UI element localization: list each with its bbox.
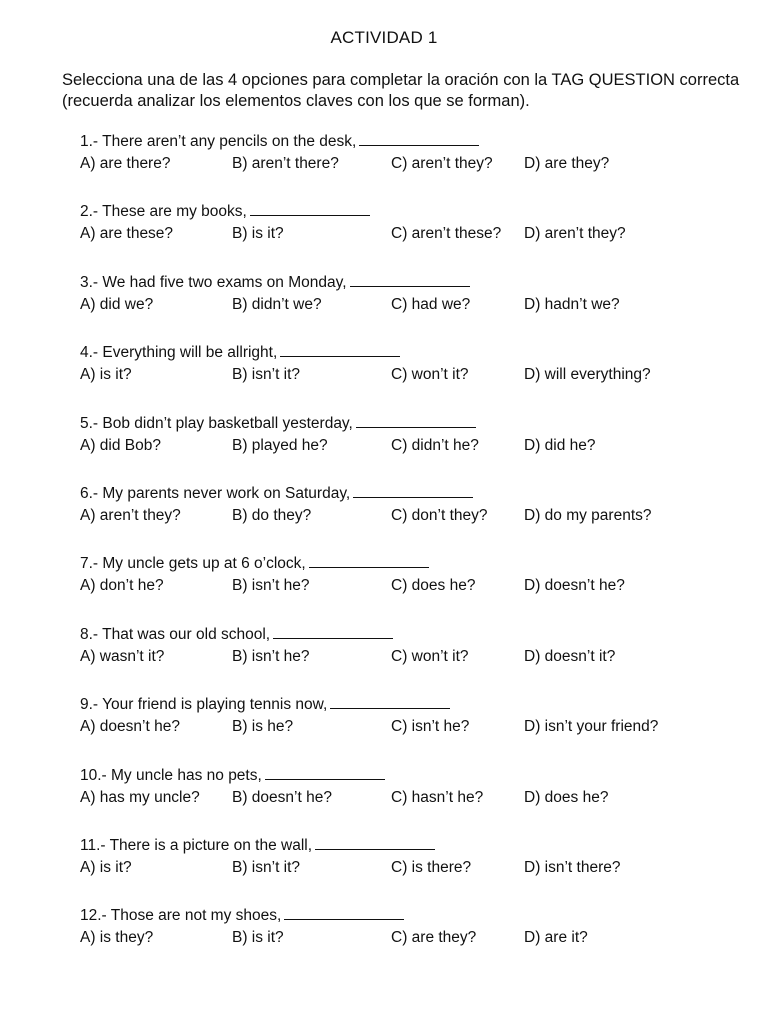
question-line: [80, 905, 740, 927]
question-text: 9.- Your friend is playing tennis now,: [80, 696, 328, 714]
option-c[interactable]: C) does he?: [391, 577, 476, 595]
question-line: [80, 483, 740, 505]
option-b[interactable]: B) doesn’t he?: [232, 788, 332, 806]
question-item-12: [80, 905, 740, 975]
question-item-3: [80, 272, 740, 342]
option-c[interactable]: C) won’t it?: [391, 647, 469, 665]
option-a[interactable]: A) is they?: [80, 929, 154, 947]
option-c[interactable]: C) aren’t they?: [391, 155, 493, 172]
question-line: [80, 342, 740, 364]
option-b[interactable]: B) do they?: [232, 506, 312, 524]
question-item-4: [80, 342, 740, 412]
option-c[interactable]: C) are they?: [391, 929, 477, 947]
question-item-1: [80, 131, 740, 201]
question-item-5: [80, 413, 740, 483]
answer-blank[interactable]: [309, 553, 429, 568]
question-item-2: [80, 201, 740, 271]
option-d[interactable]: D) does he?: [524, 788, 609, 806]
option-a[interactable]: A) is it?: [80, 858, 132, 876]
option-b[interactable]: B) isn’t it?: [232, 858, 301, 876]
option-a[interactable]: A) aren’t they?: [80, 506, 181, 524]
question-text: 8.- That was our old school,: [80, 625, 271, 643]
option-d[interactable]: D) isn’t there?: [524, 858, 621, 876]
option-c[interactable]: C) is there?: [391, 858, 472, 876]
question-line: [80, 694, 740, 716]
option-c[interactable]: C) didn’t he?: [391, 436, 479, 454]
answer-blank[interactable]: [284, 905, 404, 920]
question-item-9: [80, 694, 740, 764]
option-a[interactable]: A) don’t he?: [80, 577, 164, 595]
answer-blank[interactable]: [280, 342, 400, 357]
option-d[interactable]: D) are it?: [524, 929, 588, 947]
option-d[interactable]: D) aren’t they?: [524, 225, 626, 243]
question-item-6: [80, 483, 740, 553]
question-text: 1.- There aren’t any pencils on the desk,: [80, 133, 357, 150]
options-row: [80, 927, 740, 949]
option-b[interactable]: B) is it?: [232, 225, 284, 243]
options-row: [80, 575, 740, 597]
question-item-10: [80, 765, 740, 835]
option-a[interactable]: A) did we?: [80, 295, 154, 313]
option-c[interactable]: C) had we?: [391, 295, 471, 313]
question-text: 11.- There is a picture on the wall,: [80, 836, 313, 854]
option-d[interactable]: D) hadn’t we?: [524, 295, 620, 313]
option-a[interactable]: A) is it?: [80, 366, 132, 384]
option-a[interactable]: A) wasn’t it?: [80, 647, 165, 665]
option-c[interactable]: C) don’t they?: [391, 506, 488, 524]
question-line: [80, 765, 740, 787]
question-line: [80, 201, 740, 223]
question-text: 7.- My uncle gets up at 6 o’clock,: [80, 555, 306, 573]
question-item-7: [80, 553, 740, 623]
option-b[interactable]: B) aren’t there?: [232, 155, 339, 172]
option-d[interactable]: D) do my parents?: [524, 506, 652, 524]
question-line: [80, 624, 740, 646]
option-d[interactable]: D) doesn’t it?: [524, 647, 616, 665]
option-b[interactable]: B) played he?: [232, 436, 328, 454]
option-c[interactable]: C) isn’t he?: [391, 718, 470, 736]
question-line: [80, 553, 740, 575]
option-b[interactable]: B) didn’t we?: [232, 295, 322, 313]
options-row: [80, 223, 740, 245]
answer-blank[interactable]: [356, 413, 476, 428]
option-b[interactable]: B) is it?: [232, 929, 284, 947]
instructions-paragraph: Selecciona una de las 4 opciones para completar la oración con la TAG QUESTION correcta (recuerda analizar los elementos claves con los que se forman).: [62, 71, 740, 110]
options-row: [80, 857, 740, 879]
question-item-8: [80, 624, 740, 694]
options-row: [80, 646, 740, 668]
option-d[interactable]: D) doesn’t he?: [524, 577, 625, 595]
answer-blank[interactable]: [250, 201, 370, 216]
options-row: [80, 435, 740, 457]
options-row: [80, 294, 740, 316]
question-text: 6.- My parents never work on Saturday,: [80, 484, 351, 502]
question-line: [80, 413, 740, 435]
option-d[interactable]: D) will everything?: [524, 366, 651, 384]
option-b[interactable]: B) isn’t he?: [232, 577, 310, 595]
question-text: 5.- Bob didn’t play basketball yesterday,: [80, 414, 353, 432]
question-text: 4.- Everything will be allright,: [80, 344, 278, 362]
option-a[interactable]: A) doesn’t he?: [80, 718, 180, 736]
option-d[interactable]: D) isn’t your friend?: [524, 718, 659, 736]
question-text: 2.- These are my books,: [80, 203, 247, 221]
question-text: 10.- My uncle has no pets,: [80, 766, 262, 784]
option-b[interactable]: B) is he?: [232, 718, 294, 736]
option-a[interactable]: A) are these?: [80, 225, 174, 243]
question-text: 12.- Those are not my shoes,: [80, 907, 282, 925]
options-row: [80, 716, 740, 738]
question-line: [80, 272, 740, 294]
answer-blank[interactable]: [273, 624, 393, 639]
option-b[interactable]: B) isn’t it?: [232, 366, 301, 384]
option-a[interactable]: A) did Bob?: [80, 436, 161, 454]
options-row: [80, 787, 740, 809]
question-line: [80, 835, 740, 857]
answer-blank[interactable]: [350, 272, 470, 287]
option-d[interactable]: D) did he?: [524, 436, 596, 454]
question-item-11: [80, 835, 740, 905]
option-c[interactable]: C) aren’t these?: [391, 225, 502, 243]
options-row: [80, 153, 740, 175]
questions-list: [80, 131, 740, 976]
question-text: 3.- We had five two exams on Monday,: [80, 273, 347, 291]
options-row: [80, 364, 740, 386]
option-c[interactable]: C) hasn’t he?: [391, 788, 484, 806]
answer-blank[interactable]: [265, 765, 385, 780]
question-line: [80, 131, 740, 153]
option-d[interactable]: D) are they?: [524, 155, 610, 172]
page-title: ACTIVIDAD 1: [330, 28, 438, 47]
option-a[interactable]: A) are there?: [80, 155, 171, 172]
option-c[interactable]: C) won’t it?: [391, 366, 469, 384]
answer-blank[interactable]: [315, 835, 435, 850]
answer-blank[interactable]: [353, 483, 473, 498]
option-a[interactable]: A) has my uncle?: [80, 788, 200, 806]
option-b[interactable]: B) isn’t he?: [232, 647, 310, 665]
options-row: [80, 505, 740, 527]
answer-blank[interactable]: [359, 131, 479, 146]
answer-blank[interactable]: [330, 694, 450, 709]
